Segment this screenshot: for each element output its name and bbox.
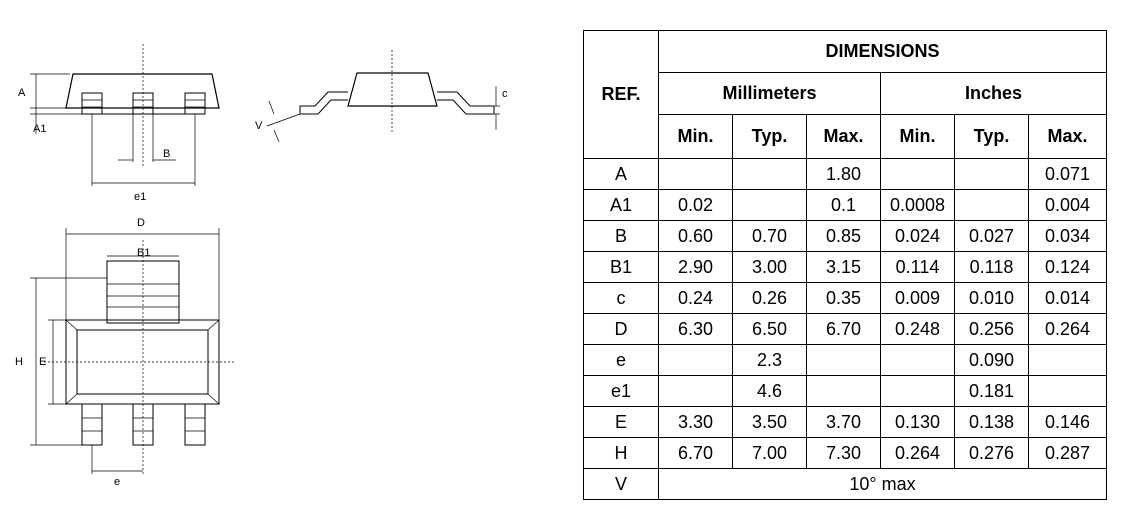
table-row-V	[584, 469, 1107, 500]
cell-mm-min	[659, 345, 733, 376]
millimeters-header: Millimeters	[659, 73, 881, 115]
cell-mm-max: 1.80	[807, 159, 881, 190]
cell-ref: B1	[584, 252, 659, 283]
cell-mm-max: 7.30	[807, 438, 881, 469]
cell-mm-min: 6.30	[659, 314, 733, 345]
label-e: e	[114, 476, 121, 488]
table-row	[584, 438, 1107, 469]
sub-header-in-max: Max.	[1029, 115, 1107, 159]
front-view	[18, 44, 219, 203]
cell-in-max	[1029, 376, 1107, 407]
cell-mm-typ: 3.00	[733, 252, 807, 283]
cell-in-max: 0.146	[1029, 407, 1107, 438]
cell-mm-min: 0.60	[659, 221, 733, 252]
cell-mm-typ: 0.70	[733, 221, 807, 252]
table-row	[584, 407, 1107, 438]
cell-mm-typ: 0.26	[733, 283, 807, 314]
ref-header: REF.	[584, 31, 659, 159]
cell-mm-min: 0.02	[659, 190, 733, 221]
cell-in-min: 0.130	[881, 407, 955, 438]
cell-in-typ: 0.027	[955, 221, 1029, 252]
cell-in-min: 0.248	[881, 314, 955, 345]
cell-in-max: 0.287	[1029, 438, 1107, 469]
cell-in-min: 0.009	[881, 283, 955, 314]
table-row	[584, 283, 1107, 314]
label-A: A	[18, 87, 26, 99]
cell-mm-typ	[733, 159, 807, 190]
dimension-rows	[584, 159, 1107, 469]
cell-in-min	[881, 159, 955, 190]
label-B: B	[163, 148, 171, 160]
cell-in-typ: 0.090	[955, 345, 1029, 376]
cell-mm-min	[659, 376, 733, 407]
sub-header-in-typ: Typ.	[955, 115, 1029, 159]
table-row	[584, 376, 1107, 407]
cell-mm-typ: 6.50	[733, 314, 807, 345]
cell-ref: B	[584, 221, 659, 252]
cell-v-value: 10° max	[659, 469, 1107, 500]
label-V: V	[255, 120, 263, 132]
cell-ref: A	[584, 159, 659, 190]
top-view	[15, 217, 236, 488]
sub-header-mm-typ: Typ.	[733, 115, 807, 159]
cell-in-max: 0.264	[1029, 314, 1107, 345]
table-row	[584, 159, 1107, 190]
cell-ref: c	[584, 283, 659, 314]
cell-mm-typ: 3.50	[733, 407, 807, 438]
cell-ref: H	[584, 438, 659, 469]
inches-header: Inches	[881, 73, 1107, 115]
cell-mm-max	[807, 376, 881, 407]
cell-in-typ	[955, 190, 1029, 221]
dimensions-header: DIMENSIONS	[659, 31, 1107, 73]
dimensions-table	[583, 30, 1107, 500]
cell-mm-max: 3.70	[807, 407, 881, 438]
cell-mm-max: 0.85	[807, 221, 881, 252]
cell-in-max: 0.034	[1029, 221, 1107, 252]
cell-in-max: 0.014	[1029, 283, 1107, 314]
cell-mm-max: 0.1	[807, 190, 881, 221]
cell-mm-max: 0.35	[807, 283, 881, 314]
sub-header-mm-max: Max.	[807, 115, 881, 159]
label-e1: e1	[134, 191, 147, 203]
table-row	[584, 190, 1107, 221]
cell-mm-min: 3.30	[659, 407, 733, 438]
cell-mm-min: 0.24	[659, 283, 733, 314]
cell-mm-typ: 7.00	[733, 438, 807, 469]
table-row	[584, 221, 1107, 252]
cell-ref: V	[584, 469, 659, 500]
cell-in-typ	[955, 159, 1029, 190]
cell-in-typ: 0.256	[955, 314, 1029, 345]
cell-ref: D	[584, 314, 659, 345]
table-row	[584, 345, 1107, 376]
cell-mm-typ: 2.3	[733, 345, 807, 376]
cell-in-typ: 0.010	[955, 283, 1029, 314]
cell-mm-max	[807, 345, 881, 376]
label-H: H	[15, 356, 23, 368]
cell-ref: A1	[584, 190, 659, 221]
cell-ref: e1	[584, 376, 659, 407]
cell-mm-max: 6.70	[807, 314, 881, 345]
cell-in-max: 0.004	[1029, 190, 1107, 221]
table-row	[584, 314, 1107, 345]
cell-in-max	[1029, 345, 1107, 376]
cell-in-min: 0.0008	[881, 190, 955, 221]
sub-header-mm-min: Min.	[659, 115, 733, 159]
label-E: E	[39, 356, 47, 368]
cell-in-max: 0.124	[1029, 252, 1107, 283]
label-A1: A1	[33, 123, 47, 135]
label-c: c	[502, 88, 508, 100]
cell-in-max: 0.071	[1029, 159, 1107, 190]
package-drawings	[0, 0, 560, 531]
cell-in-typ: 0.276	[955, 438, 1029, 469]
cell-in-min	[881, 376, 955, 407]
cell-ref: E	[584, 407, 659, 438]
cell-mm-min	[659, 159, 733, 190]
cell-in-min: 0.264	[881, 438, 955, 469]
cell-mm-typ	[733, 190, 807, 221]
sub-header-in-min: Min.	[881, 115, 955, 159]
cell-mm-min: 6.70	[659, 438, 733, 469]
cell-mm-typ: 4.6	[733, 376, 807, 407]
table-row	[584, 252, 1107, 283]
cell-in-min	[881, 345, 955, 376]
cell-mm-min: 2.90	[659, 252, 733, 283]
cell-in-min: 0.114	[881, 252, 955, 283]
label-B1: B1	[137, 247, 151, 259]
side-view	[255, 50, 508, 142]
cell-in-typ: 0.181	[955, 376, 1029, 407]
cell-mm-max: 3.15	[807, 252, 881, 283]
cell-in-typ: 0.138	[955, 407, 1029, 438]
cell-in-min: 0.024	[881, 221, 955, 252]
label-D: D	[137, 217, 145, 229]
cell-in-typ: 0.118	[955, 252, 1029, 283]
cell-ref: e	[584, 345, 659, 376]
